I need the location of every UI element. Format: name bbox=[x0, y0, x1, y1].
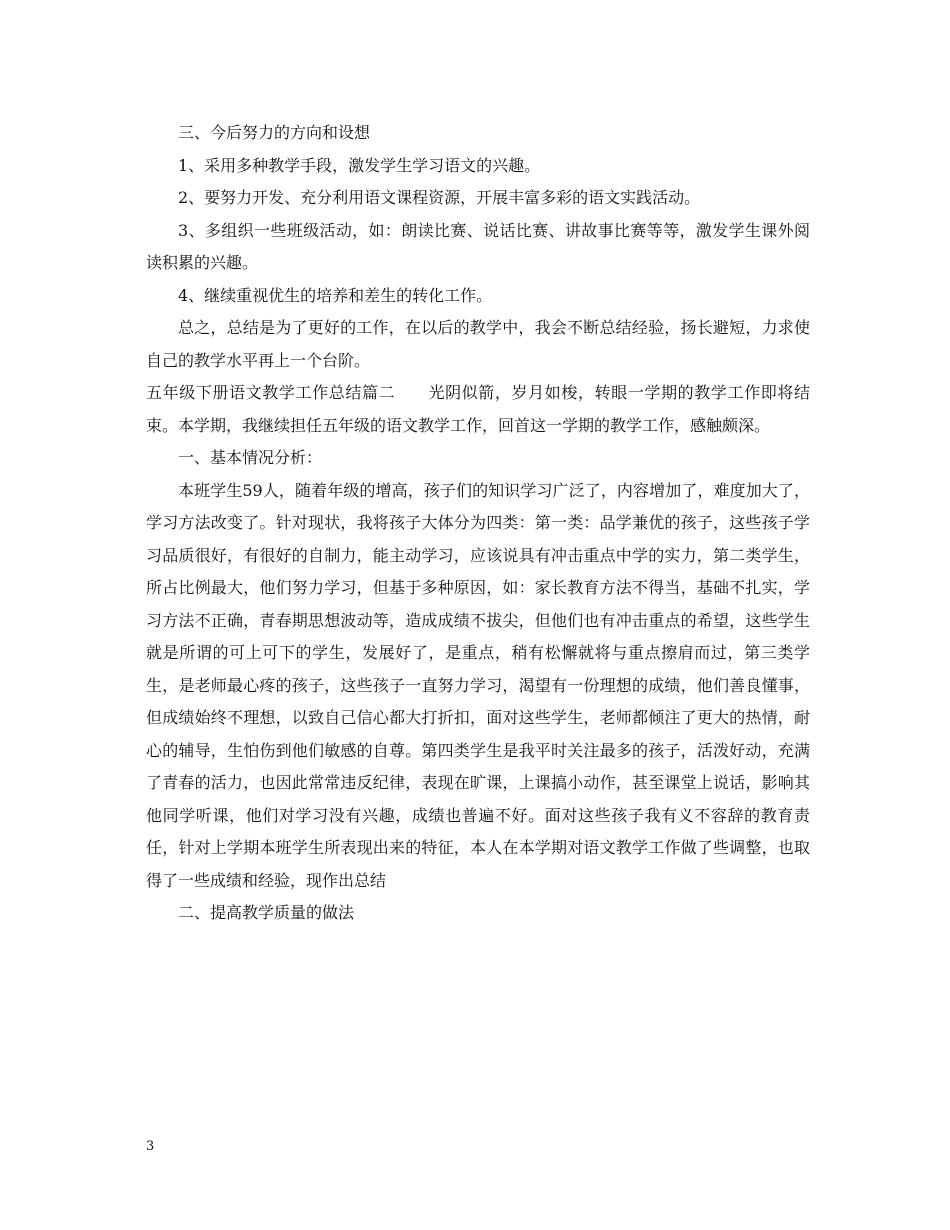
page-number: 3 bbox=[146, 1139, 155, 1154]
section-heading-basic-analysis: 一、基本情况分析： bbox=[178, 448, 323, 467]
section-heading-future-direction: 三、今后努力的方向和设想 bbox=[178, 123, 371, 142]
list-item-1: 1、采用多种教学手段，激发学生学习语文的兴趣。 bbox=[178, 155, 541, 175]
list-item-2: 2、要努力开发、充分利用语文课程资源，开展丰富多彩的语文实践活动。 bbox=[178, 188, 701, 207]
list-item-3: 3、多组织一些班级活动，如：朗读比赛、说话比赛、讲故事比赛等等，激发学生课外阅读积累的兴趣。 bbox=[146, 220, 810, 272]
list-item-4: 4、继续重视优生的培养和差生的转化工作。 bbox=[178, 285, 493, 305]
summary-paragraph: 总之，总结是为了更好的工作，在以后的教学中，我会不断总结经验，扬长避短，力求使自己的教学水平再上一个台阶。 bbox=[146, 318, 810, 370]
class-analysis-paragraph: 本班学生59人，随着年级的增高，孩子们的知识学习广泛了，内容增加了，难度加大了，学习方法改变了。针对现状，我将孩子大体分为四类：第一类：品学兼优的孩子，这些孩子学习品质很好，有很好的自制力，能主动学习，应该说具有冲击重点中学的实力，第二类学生，所占比例最大，他们努力学习，但基于多种原因，如：家长教育方法不得当，基础不扎实，学习方法不正确，青春期思想波动等，造成成绩不拔尖，但他们也有冲击重点的希望，这些学生就是所谓的可上可下的学生，发展好了，是重点，稍有松懈就将与重点擦肩而过，第三类学生，是老师最心疼的孩子，这些孩子一直努力学习，渴望有一份理想的成绩，他们善良懂事，但成绩始终不理想，以致自己信心都大打折扣，面对这些学生，老师都倾注了更大的热情，耐心的辅导，生怕伤到他们敏感的自尊。第四类学生是我平时关注最多的孩子，活泼好动，充满了青春的活力，也因此常常违反纪律，表现在旷课，上课搞小动作，甚至课堂上说话，影响其他同学听课，他们对学习没有兴趣，成绩也普遍不好。面对这些孩子我有义不容辞的教育责任，针对上学期本班学生所表现出来的特征，本人在本学期对语文教学工作做了些调整，也取得了一些成绩和经验，现作出总结 bbox=[146, 480, 810, 890]
article-two-intro-paragraph: 五年级下册语文教学工作总结篇二 光阴似箭，岁月如梭，转眼一学期的教学工作即将结束。本学期，我继续担任五年级的语文教学工作，回首这一学期的教学工作，感触颇深。 bbox=[146, 383, 810, 435]
document-body bbox=[146, 117, 810, 930]
section-heading-teaching-methods: 二、提高教学质量的做法 bbox=[178, 903, 355, 922]
